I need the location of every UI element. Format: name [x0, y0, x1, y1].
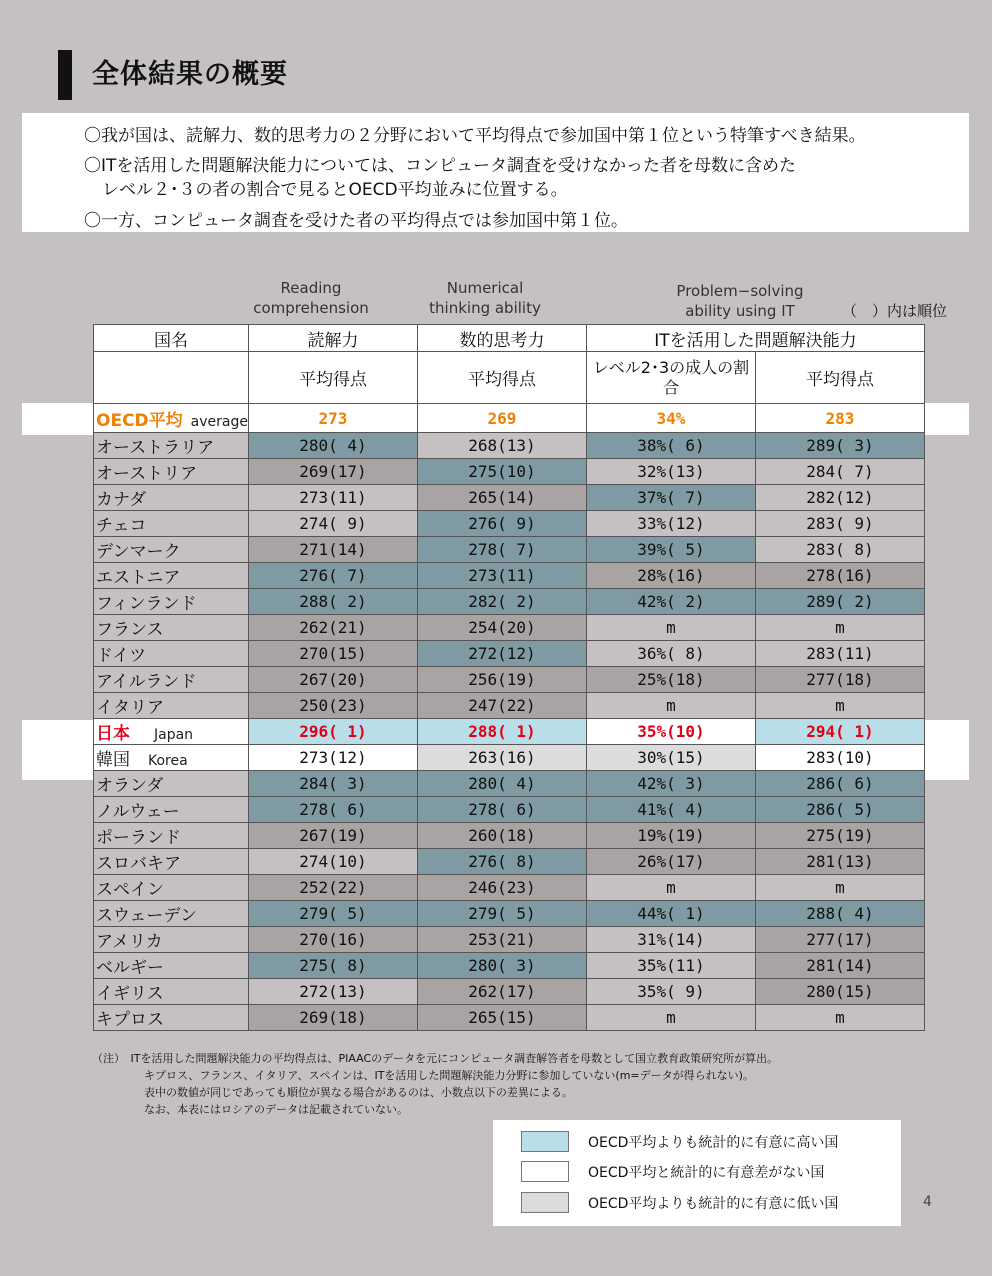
- country-name: ベルギー: [96, 958, 164, 978]
- cell-level: 25%(18): [586, 667, 755, 693]
- cell-numerical: 279( 5): [417, 901, 586, 927]
- table-row: [94, 927, 925, 953]
- country-name: イギリス: [96, 984, 164, 1004]
- header-it: ITを活用した問題解決能力: [586, 325, 924, 352]
- problem-en-header: [640, 281, 840, 321]
- oecd-level: 34%: [586, 404, 755, 433]
- note-4: なお、本表にはロシアのデータは記載されていない。: [144, 1103, 408, 1116]
- cell-it: m: [755, 1005, 924, 1031]
- cell-numerical: 276( 8): [417, 849, 586, 875]
- legend-swatch-high: [521, 1131, 569, 1152]
- cell-level: 36%( 8): [586, 641, 755, 667]
- country-name-cell: [94, 953, 249, 979]
- cell-numerical: 278( 6): [417, 797, 586, 823]
- cell-numerical: 246(23): [417, 875, 586, 901]
- cell-numerical: 275(10): [417, 459, 586, 485]
- cell-it: 280(15): [755, 979, 924, 1005]
- cell-reading: 273(11): [248, 485, 417, 511]
- table-row: [94, 667, 925, 693]
- legend-label-high: OECD平均よりも統計的に有意に高い国: [588, 1135, 839, 1151]
- country-name-cell: [94, 615, 249, 641]
- cell-reading: 296( 1): [248, 719, 417, 745]
- cell-numerical: 247(22): [417, 693, 586, 719]
- oecd-numerical: 269: [417, 404, 586, 433]
- cell-level: 38%( 6): [586, 433, 755, 459]
- country-name: スロバキア: [96, 854, 181, 874]
- oecd-name-cell: [94, 404, 249, 433]
- table-row: [94, 641, 925, 667]
- cell-level: 19%(19): [586, 823, 755, 849]
- cell-reading: 272(13): [248, 979, 417, 1005]
- country-name-cell: [94, 485, 249, 511]
- cell-it: 289( 2): [755, 589, 924, 615]
- page-title: 全体結果の概要: [92, 59, 288, 90]
- table-row: [94, 719, 925, 745]
- cell-reading: 284( 3): [248, 771, 417, 797]
- cell-reading: 262(21): [248, 615, 417, 641]
- country-name: カナダ: [96, 490, 147, 510]
- cell-level: 35%(11): [586, 953, 755, 979]
- table-row: [94, 433, 925, 459]
- cell-it: 281(13): [755, 849, 924, 875]
- cell-reading: 274( 9): [248, 511, 417, 537]
- rank-note: （ ）内は順位: [842, 302, 948, 320]
- cell-it: 277(18): [755, 667, 924, 693]
- country-name-cell: [94, 589, 249, 615]
- legend-swatch-same: [521, 1161, 569, 1182]
- cell-reading: 250(23): [248, 693, 417, 719]
- country-name-cell: [94, 537, 249, 563]
- cell-numerical: 280( 4): [417, 771, 586, 797]
- country-name-cell: [94, 797, 249, 823]
- page-number: 4: [923, 1194, 932, 1210]
- country-name: フィンランド: [96, 594, 197, 614]
- cell-level: m: [586, 875, 755, 901]
- cell-reading: 252(22): [248, 875, 417, 901]
- country-name-cell: [94, 1005, 249, 1031]
- cell-it: 286( 5): [755, 797, 924, 823]
- cell-numerical: 260(18): [417, 823, 586, 849]
- country-name-cell: [94, 823, 249, 849]
- country-name-en: Japan: [154, 727, 194, 743]
- header-reading: 読解力: [248, 325, 417, 352]
- summary-line-1: 〇我が国は、読解力、数的思考力の２分野において平均得点で参加国中第１位という特筆すべき結果。: [84, 126, 866, 146]
- country-name: デンマーク: [96, 542, 181, 562]
- numerical-en-header: [405, 278, 565, 318]
- table-row: [94, 485, 925, 511]
- summary-line-4: 〇一方、コンピュータ調査を受けた者の平均得点では参加国中第１位。: [84, 211, 628, 231]
- country-name: アメリカ: [96, 932, 163, 952]
- cell-level: 28%(16): [586, 563, 755, 589]
- cell-reading: 288( 2): [248, 589, 417, 615]
- country-name-en: Korea: [148, 753, 188, 769]
- country-name-cell: [94, 771, 249, 797]
- country-name: フランス: [96, 620, 164, 640]
- cell-it: 278(16): [755, 563, 924, 589]
- oecd-it: 283: [755, 404, 924, 433]
- country-name: オーストリア: [96, 464, 198, 484]
- table-row: [94, 823, 925, 849]
- country-name-cell: [94, 459, 249, 485]
- cell-reading: 270(15): [248, 641, 417, 667]
- header-numerical-avg: 平均得点: [417, 352, 586, 404]
- table-row: [94, 459, 925, 485]
- cell-numerical: 262(17): [417, 979, 586, 1005]
- table-row: [94, 1005, 925, 1031]
- country-name: エストニア: [96, 568, 181, 588]
- cell-it: 283(11): [755, 641, 924, 667]
- note-2: キプロス、フランス、イタリア、スペインは、ITを活用した問題解決能力分野に参加していない(m=データが得られない)。: [144, 1069, 754, 1082]
- oecd-reading: 273: [248, 404, 417, 433]
- note-1: （注） ITを活用した問題解決能力の平均得点は、PIAACのデータを元にコンピュータ調査解答者を母数として国立教育政策研究所が算出。: [92, 1052, 779, 1065]
- cell-reading: 267(20): [248, 667, 417, 693]
- cell-reading: 273(12): [248, 745, 417, 771]
- cell-numerical: 282( 2): [417, 589, 586, 615]
- country-name: スペイン: [96, 880, 164, 900]
- cell-it: 284( 7): [755, 459, 924, 485]
- cell-reading: 271(14): [248, 537, 417, 563]
- cell-reading: 269(18): [248, 1005, 417, 1031]
- country-name: 韓国: [96, 750, 130, 770]
- cell-numerical: 263(16): [417, 745, 586, 771]
- title-accent-bar: [58, 50, 72, 100]
- cell-reading: 278( 6): [248, 797, 417, 823]
- cell-numerical: 272(12): [417, 641, 586, 667]
- cell-numerical: 280( 3): [417, 953, 586, 979]
- cell-it: 294( 1): [755, 719, 924, 745]
- cell-numerical: 253(21): [417, 927, 586, 953]
- cell-level: m: [586, 693, 755, 719]
- oecd-name: OECD平均: [96, 410, 183, 431]
- cell-reading: 276( 7): [248, 563, 417, 589]
- country-name: キプロス: [96, 1010, 164, 1030]
- country-name: オーストラリア: [96, 438, 215, 458]
- table-row: [94, 875, 925, 901]
- country-name: アイルランド: [96, 672, 197, 692]
- table-row: [94, 901, 925, 927]
- problem-en-header-text: Problem−solving ability using IT: [676, 282, 804, 320]
- country-name: スウェーデン: [96, 906, 197, 926]
- cell-it: m: [755, 615, 924, 641]
- table-row: [94, 979, 925, 1005]
- country-name: ノルウェー: [96, 802, 180, 822]
- cell-level: 31%(14): [586, 927, 755, 953]
- table-row: [94, 745, 925, 771]
- table-row: [94, 537, 925, 563]
- cell-level: 33%(12): [586, 511, 755, 537]
- header-level-ratio: レベル2･3の成人の割合: [586, 352, 755, 404]
- country-name-cell: [94, 667, 249, 693]
- country-name-cell: [94, 433, 249, 459]
- country-name: ポーランド: [96, 828, 181, 848]
- reading-en-header: [232, 278, 390, 318]
- table-row: [94, 511, 925, 537]
- legend-swatch-low: [521, 1192, 569, 1213]
- cell-reading: 267(19): [248, 823, 417, 849]
- summary-line-2: 〇ITを活用した問題解決能力については、コンピュータ調査を受けなかった者を母数に含めた: [84, 156, 797, 176]
- cell-level: 35%( 9): [586, 979, 755, 1005]
- cell-reading: 270(16): [248, 927, 417, 953]
- cell-level: 26%(17): [586, 849, 755, 875]
- cell-numerical: 276( 9): [417, 511, 586, 537]
- results-table: [93, 324, 925, 1031]
- country-name-cell: [94, 693, 249, 719]
- table-row: [94, 589, 925, 615]
- table-row: [94, 771, 925, 797]
- reading-en-header-text: Reading comprehension: [253, 279, 369, 317]
- cell-level: m: [586, 1005, 755, 1031]
- country-name: 日本: [96, 724, 130, 744]
- cell-it: 289( 3): [755, 433, 924, 459]
- cell-numerical: 273(11): [417, 563, 586, 589]
- country-name-cell: [94, 927, 249, 953]
- country-name-cell: [94, 719, 249, 745]
- country-name-cell: [94, 641, 249, 667]
- oecd-en: average: [190, 413, 248, 430]
- header-country-empty: [94, 352, 249, 404]
- summary-line-3: レベル２･３の者の割合で見るとOECD平均並みに位置する。: [102, 180, 568, 200]
- cell-numerical: 278( 7): [417, 537, 586, 563]
- cell-level: 41%( 4): [586, 797, 755, 823]
- header-numerical: 数的思考力: [417, 325, 586, 352]
- cell-it: 282(12): [755, 485, 924, 511]
- country-name-cell: [94, 979, 249, 1005]
- cell-reading: 274(10): [248, 849, 417, 875]
- legend-label-same: OECD平均と統計的に有意差がない国: [588, 1165, 825, 1181]
- header-reading-avg: 平均得点: [248, 352, 417, 404]
- numerical-en-header-text: Numerical thinking ability: [429, 279, 541, 317]
- cell-it: 283( 9): [755, 511, 924, 537]
- cell-reading: 280( 4): [248, 433, 417, 459]
- note-3: 表中の数値が同じであっても順位が異なる場合があるのは、小数点以下の差異による。: [144, 1086, 573, 1099]
- cell-reading: 269(17): [248, 459, 417, 485]
- country-name: イタリア: [96, 698, 164, 718]
- cell-numerical: 268(13): [417, 433, 586, 459]
- country-name-cell: [94, 511, 249, 537]
- cell-reading: 275( 8): [248, 953, 417, 979]
- table-row: [94, 615, 925, 641]
- cell-it: 283( 8): [755, 537, 924, 563]
- cell-level: 44%( 1): [586, 901, 755, 927]
- cell-numerical: 288( 1): [417, 719, 586, 745]
- legend-label-low: OECD平均よりも統計的に有意に低い国: [588, 1196, 839, 1212]
- cell-numerical: 265(14): [417, 485, 586, 511]
- table-row: [94, 693, 925, 719]
- cell-level: 35%(10): [586, 719, 755, 745]
- cell-it: 275(19): [755, 823, 924, 849]
- cell-numerical: 256(19): [417, 667, 586, 693]
- summary-box: [22, 113, 969, 232]
- cell-level: 32%(13): [586, 459, 755, 485]
- cell-reading: 279( 5): [248, 901, 417, 927]
- cell-it: 283(10): [755, 745, 924, 771]
- cell-numerical: 254(20): [417, 615, 586, 641]
- cell-level: 42%( 2): [586, 589, 755, 615]
- cell-it: 286( 6): [755, 771, 924, 797]
- table-row: [94, 797, 925, 823]
- legend: [493, 1120, 901, 1226]
- cell-it: 288( 4): [755, 901, 924, 927]
- country-name-cell: [94, 901, 249, 927]
- table-row: [94, 849, 925, 875]
- country-name-cell: [94, 849, 249, 875]
- header-it-avg: 平均得点: [755, 352, 924, 404]
- country-name-cell: [94, 745, 249, 771]
- country-name-cell: [94, 563, 249, 589]
- cell-it: 281(14): [755, 953, 924, 979]
- cell-level: m: [586, 615, 755, 641]
- cell-level: 42%( 3): [586, 771, 755, 797]
- header-country: 国名: [94, 325, 249, 352]
- cell-it: 277(17): [755, 927, 924, 953]
- country-name: チェコ: [96, 516, 147, 536]
- cell-level: 39%( 5): [586, 537, 755, 563]
- cell-it: m: [755, 693, 924, 719]
- country-name: ドイツ: [96, 646, 147, 666]
- country-name: オランダ: [96, 776, 164, 796]
- country-name-cell: [94, 875, 249, 901]
- table-row: [94, 563, 925, 589]
- table-row: [94, 953, 925, 979]
- cell-numerical: 265(15): [417, 1005, 586, 1031]
- cell-it: m: [755, 875, 924, 901]
- cell-level: 30%(15): [586, 745, 755, 771]
- cell-level: 37%( 7): [586, 485, 755, 511]
